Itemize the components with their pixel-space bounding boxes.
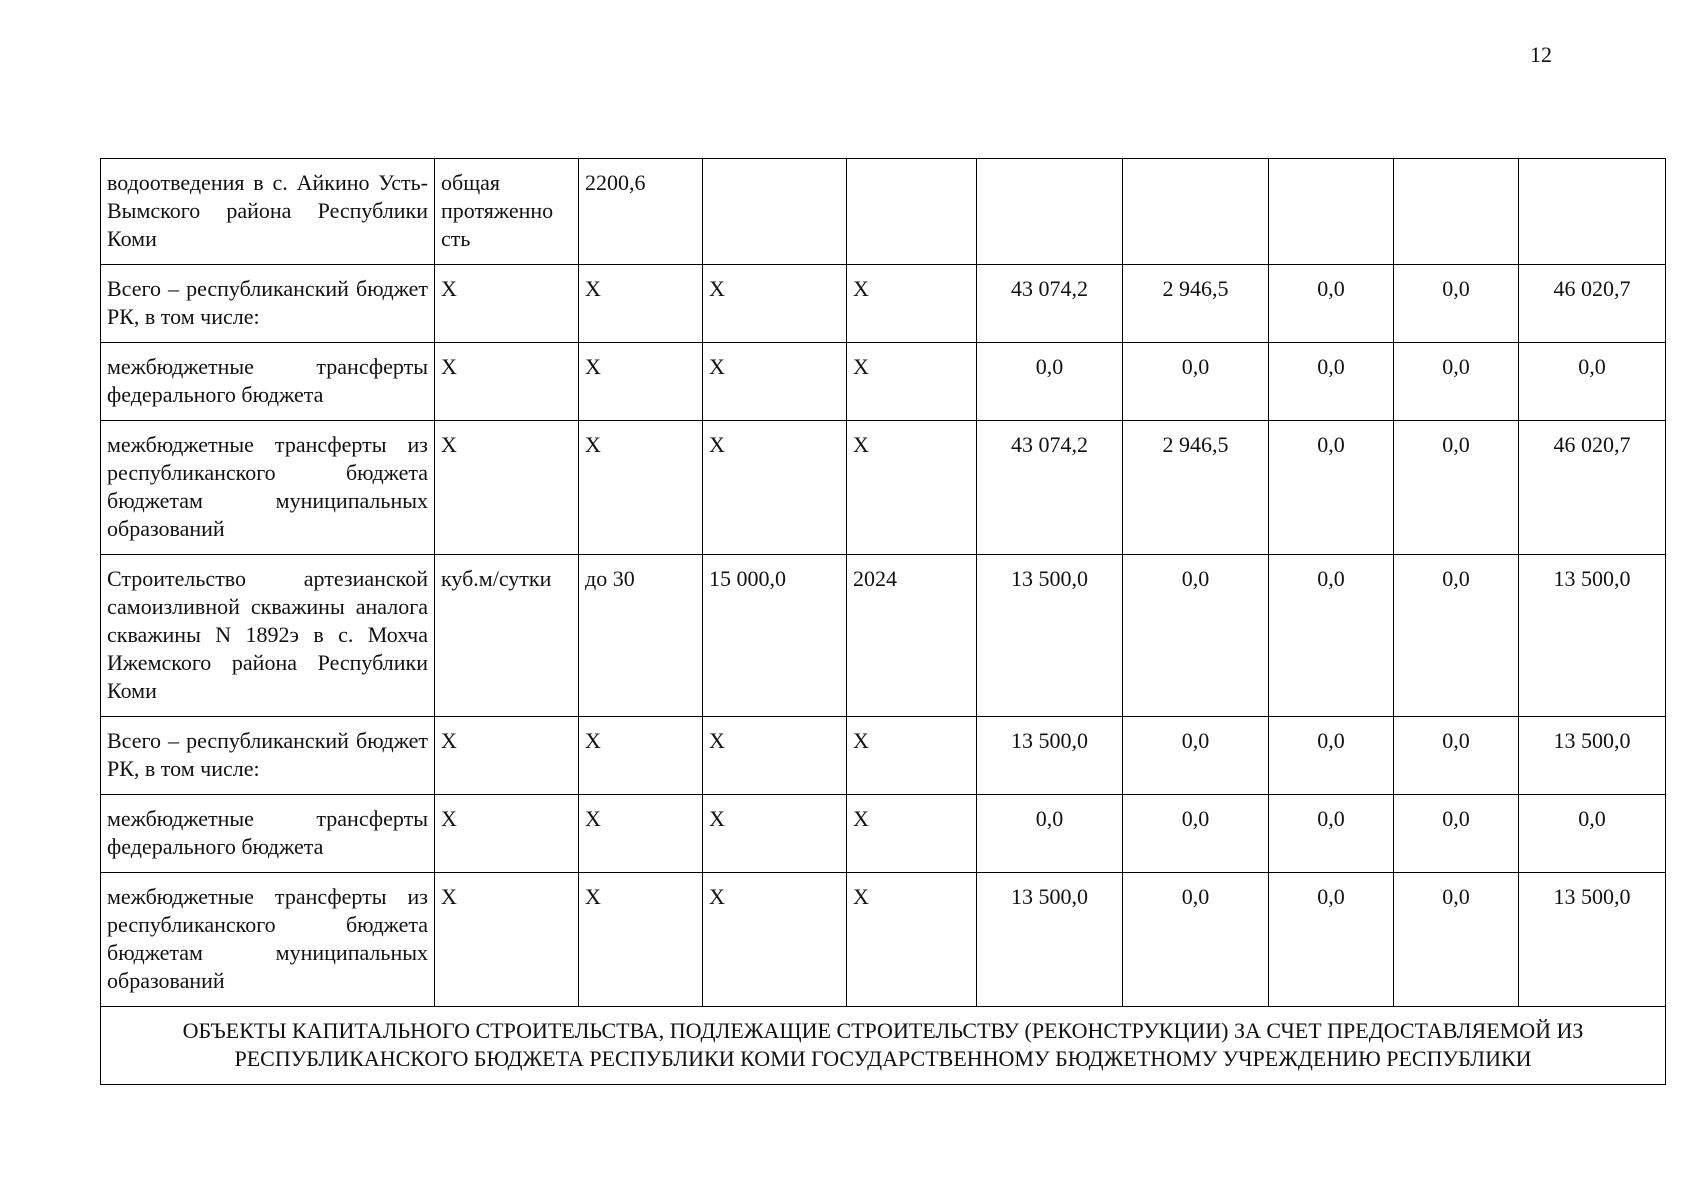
- value-cell-3: [1269, 159, 1394, 265]
- unit-cell: куб.м/сутки: [435, 555, 579, 717]
- value-cell-2: 0,0: [1123, 555, 1269, 717]
- capacity-cell: 2200,6: [579, 159, 703, 265]
- table-row: [101, 717, 1666, 795]
- value-cell-1: [977, 159, 1123, 265]
- object-name-cell: межбюджетные трансферты из республиканского бюджета бюджетам муниципальных образований: [101, 421, 435, 555]
- object-name-cell: межбюджетные трансферты федерального бюджета: [101, 343, 435, 421]
- value-cell-2: 2 946,5: [1123, 265, 1269, 343]
- object-name-cell: Всего – республиканский бюджет РК, в том числе:: [101, 717, 435, 795]
- unit-cell: X: [435, 873, 579, 1007]
- value-cell-1: 0,0: [977, 795, 1123, 873]
- total-cell: 0,0: [1519, 795, 1666, 873]
- year-cell: X: [847, 795, 977, 873]
- table-row: [101, 795, 1666, 873]
- year-cell: X: [847, 265, 977, 343]
- total-cell: 13 500,0: [1519, 717, 1666, 795]
- object-name-cell: межбюджетные трансферты федерального бюджета: [101, 795, 435, 873]
- year-cell: X: [847, 873, 977, 1007]
- value-cell-4: [1394, 159, 1519, 265]
- value-cell-2: 0,0: [1123, 343, 1269, 421]
- table-row: [101, 421, 1666, 555]
- value-cell-4: 0,0: [1394, 873, 1519, 1007]
- cost-cell: X: [703, 421, 847, 555]
- cost-cell: X: [703, 343, 847, 421]
- total-cell: [1519, 159, 1666, 265]
- value-cell-2: [1123, 159, 1269, 265]
- unit-cell: X: [435, 795, 579, 873]
- cost-cell: 15 000,0: [703, 555, 847, 717]
- value-cell-2: 2 946,5: [1123, 421, 1269, 555]
- capacity-cell: X: [579, 873, 703, 1007]
- object-name-cell: водоотведения в с. Айкино Усть-Вымского района Республики Коми: [101, 159, 435, 265]
- section-footer-heading: ОБЪЕКТЫ КАПИТАЛЬНОГО СТРОИТЕЛЬСТВА, ПОДЛЕЖАЩИЕ СТРОИТЕЛЬСТВУ (РЕКОНСТРУКЦИИ) ЗА СЧЕТ ПРЕДОСТАВЛЯЕМОЙ ИЗ РЕСПУБЛИКАНСКОГО БЮДЖЕТА РЕСПУБЛИКИ КОМИ ГОСУДАРСТВЕННОМУ БЮДЖЕТНОМУ УЧРЕЖДЕНИЮ РЕСПУБЛИКИ: [101, 1007, 1666, 1085]
- table-row: [101, 555, 1666, 717]
- value-cell-1: 13 500,0: [977, 555, 1123, 717]
- total-cell: 0,0: [1519, 343, 1666, 421]
- value-cell-4: 0,0: [1394, 421, 1519, 555]
- value-cell-2: 0,0: [1123, 717, 1269, 795]
- table-row: [101, 873, 1666, 1007]
- value-cell-1: 13 500,0: [977, 717, 1123, 795]
- value-cell-4: 0,0: [1394, 555, 1519, 717]
- value-cell-1: 43 074,2: [977, 265, 1123, 343]
- total-cell: 13 500,0: [1519, 873, 1666, 1007]
- value-cell-3: 0,0: [1269, 265, 1394, 343]
- capacity-cell: X: [579, 795, 703, 873]
- year-cell: [847, 159, 977, 265]
- year-cell: 2024: [847, 555, 977, 717]
- value-cell-4: 0,0: [1394, 717, 1519, 795]
- unit-cell: X: [435, 421, 579, 555]
- value-cell-2: 0,0: [1123, 873, 1269, 1007]
- value-cell-4: 0,0: [1394, 795, 1519, 873]
- object-name-cell: Всего – республиканский бюджет РК, в том числе:: [101, 265, 435, 343]
- total-cell: 13 500,0: [1519, 555, 1666, 717]
- table-body: [101, 159, 1666, 1085]
- value-cell-3: 0,0: [1269, 421, 1394, 555]
- object-name-cell: межбюджетные трансферты из республиканского бюджета бюджетам муниципальных образований: [101, 873, 435, 1007]
- capacity-cell: X: [579, 421, 703, 555]
- value-cell-1: 43 074,2: [977, 421, 1123, 555]
- value-cell-1: 13 500,0: [977, 873, 1123, 1007]
- year-cell: X: [847, 717, 977, 795]
- cost-cell: X: [703, 795, 847, 873]
- value-cell-4: 0,0: [1394, 265, 1519, 343]
- section-footer-row: [101, 1007, 1666, 1085]
- page-number: 12: [1530, 42, 1552, 67]
- capacity-cell: до 30: [579, 555, 703, 717]
- unit-cell: X: [435, 265, 579, 343]
- year-cell: X: [847, 421, 977, 555]
- cost-cell: X: [703, 873, 847, 1007]
- table-row: [101, 343, 1666, 421]
- cost-cell: X: [703, 717, 847, 795]
- capacity-cell: X: [579, 265, 703, 343]
- value-cell-4: 0,0: [1394, 343, 1519, 421]
- value-cell-3: 0,0: [1269, 343, 1394, 421]
- value-cell-1: 0,0: [977, 343, 1123, 421]
- unit-cell: X: [435, 343, 579, 421]
- value-cell-3: 0,0: [1269, 795, 1394, 873]
- table-row: [101, 265, 1666, 343]
- capacity-cell: X: [579, 717, 703, 795]
- unit-cell: X: [435, 717, 579, 795]
- budget-table: [100, 158, 1666, 1085]
- value-cell-3: 0,0: [1269, 717, 1394, 795]
- value-cell-3: 0,0: [1269, 873, 1394, 1007]
- total-cell: 46 020,7: [1519, 421, 1666, 555]
- total-cell: 46 020,7: [1519, 265, 1666, 343]
- value-cell-2: 0,0: [1123, 795, 1269, 873]
- object-name-cell: Строительство артезианской самоизливной скважины аналога скважины N 1892э в с. Мохча Ижемского района Республики Коми: [101, 555, 435, 717]
- cost-cell: [703, 159, 847, 265]
- value-cell-3: 0,0: [1269, 555, 1394, 717]
- table-row: [101, 159, 1666, 265]
- cost-cell: X: [703, 265, 847, 343]
- unit-cell: общая протяженно сть: [435, 159, 579, 265]
- year-cell: X: [847, 343, 977, 421]
- capacity-cell: X: [579, 343, 703, 421]
